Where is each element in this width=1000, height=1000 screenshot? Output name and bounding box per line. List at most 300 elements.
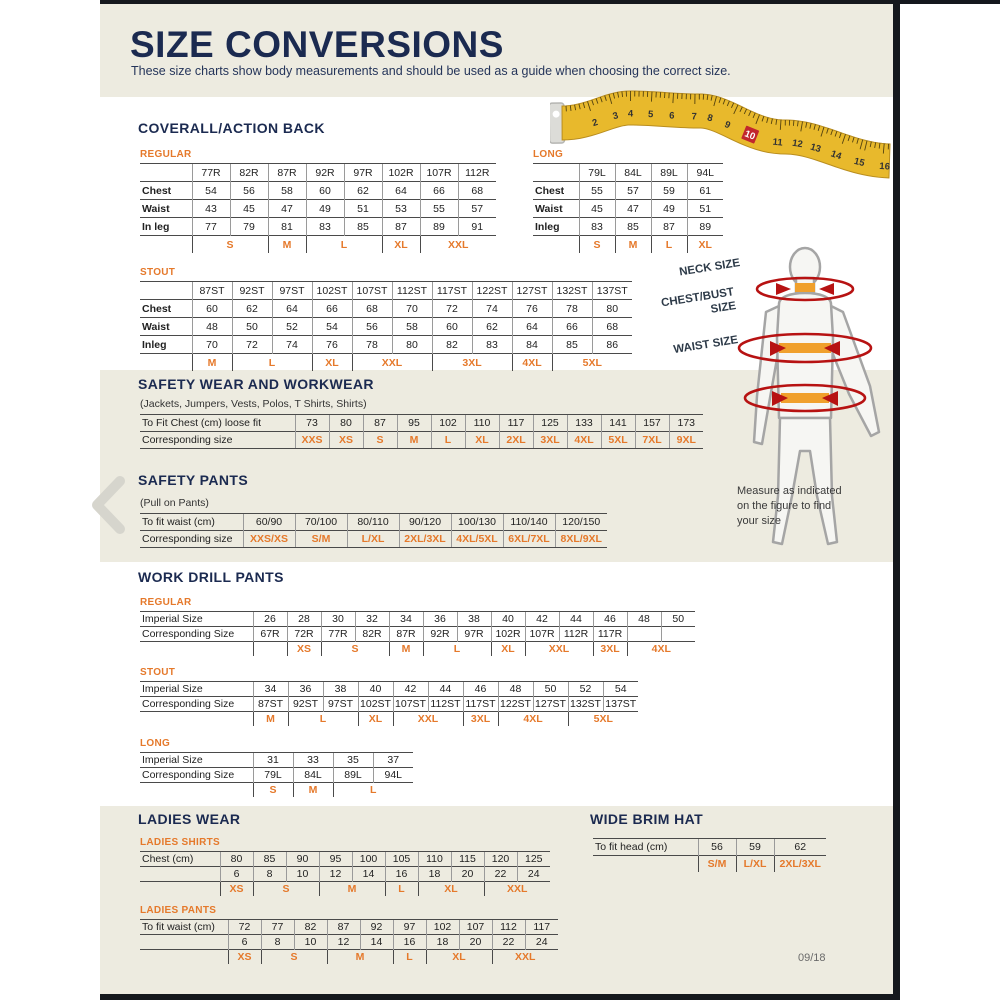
size-table xyxy=(140,281,632,371)
cell: 86 xyxy=(592,336,632,354)
col-header: 122ST xyxy=(472,282,512,300)
size-table xyxy=(140,752,413,797)
row-label xyxy=(140,935,228,950)
chevron-left-icon[interactable] xyxy=(86,474,132,536)
col-header: 97ST xyxy=(272,282,312,300)
cell: 74 xyxy=(272,336,312,354)
cell: 68 xyxy=(592,318,632,336)
coverall-long-block xyxy=(533,149,723,253)
ladies-pants-block xyxy=(140,905,558,964)
neck-band xyxy=(795,283,815,292)
cell: 47 xyxy=(268,200,306,218)
band-ladies xyxy=(100,806,893,994)
cell: 100 xyxy=(352,852,385,867)
cell: 77 xyxy=(192,218,230,236)
size-table xyxy=(140,919,558,964)
size-label: XL xyxy=(491,642,525,657)
hat-block xyxy=(593,838,826,872)
size-label: M xyxy=(192,354,232,372)
cell: 56 xyxy=(352,318,392,336)
cell: 62 xyxy=(774,839,826,856)
hat-table xyxy=(593,838,826,872)
ladies-shirts-label: LADIES SHIRTS xyxy=(140,837,221,848)
cell: 112ST xyxy=(428,697,463,712)
cell: 36 xyxy=(423,612,457,627)
cell: 80 xyxy=(392,336,432,354)
cell: XXS/XS xyxy=(243,531,295,548)
cell: 122ST xyxy=(498,697,533,712)
cell: 84L xyxy=(293,768,333,783)
cell: 50 xyxy=(232,318,272,336)
cell: 137ST xyxy=(603,697,638,712)
page-title: SIZE CONVERSIONS xyxy=(130,24,504,65)
tape-number: 5 xyxy=(647,108,654,121)
row-label: Imperial Size xyxy=(140,753,253,768)
cell: 77R xyxy=(321,627,355,642)
row-label: Imperial Size xyxy=(140,682,253,697)
cell: 76 xyxy=(312,336,352,354)
size-label: M xyxy=(615,236,651,254)
ladies-pants-label: LADIES PANTS xyxy=(140,905,217,916)
size-label: XL xyxy=(312,354,352,372)
header-spacer xyxy=(533,164,579,182)
work-drill-regular-table xyxy=(140,611,695,656)
cell: 85 xyxy=(615,218,651,236)
col-header: 87R xyxy=(268,164,306,182)
size-label: XXL xyxy=(352,354,432,372)
safety-pants-table xyxy=(140,513,607,548)
cell: 52 xyxy=(568,682,603,697)
section-heading-coverall: COVERALL/ACTION BACK xyxy=(138,120,325,136)
cell: 18 xyxy=(426,935,459,950)
row-label: To fit head (cm) xyxy=(593,839,698,856)
neck-arrow-right xyxy=(819,283,834,295)
row-label: Inleg xyxy=(533,218,579,236)
tape-number: 12 xyxy=(791,137,804,151)
cell: 57 xyxy=(458,200,496,218)
coverall-stout-label: STOUT xyxy=(140,267,176,278)
cell: 34 xyxy=(253,682,288,697)
size-label: M xyxy=(319,882,385,897)
cell: 51 xyxy=(344,200,382,218)
size-row-spacer xyxy=(140,642,253,657)
cell: 49 xyxy=(651,200,687,218)
cell: 107R xyxy=(525,627,559,642)
cell: 82R xyxy=(355,627,389,642)
tape-number: 3 xyxy=(611,110,620,123)
figure-caption: Measure as indicated on the figure to find your size xyxy=(737,485,842,528)
cell: 82 xyxy=(294,920,327,935)
row-label: Corresponding size xyxy=(140,531,243,548)
cell: 64 xyxy=(382,182,420,200)
cell: 80 xyxy=(329,415,363,432)
size-label: XXL xyxy=(492,950,558,965)
cell: 24 xyxy=(525,935,558,950)
cell: 46 xyxy=(463,682,498,697)
cell: L/XL xyxy=(347,531,399,548)
cell: 70 xyxy=(392,300,432,318)
cell: 87ST xyxy=(253,697,288,712)
row-label: Waist xyxy=(533,200,579,218)
cell: 57 xyxy=(615,182,651,200)
cell: 80/110 xyxy=(347,514,399,531)
cell: 117R xyxy=(593,627,627,642)
cell: 24 xyxy=(517,867,550,882)
size-label: L xyxy=(232,354,312,372)
cell: 40 xyxy=(491,612,525,627)
cell: 107ST xyxy=(393,697,428,712)
page-subtitle: These size charts show body measurements and should be used as a guide when choosing the correct size. xyxy=(131,64,731,78)
cell: 3XL xyxy=(533,432,567,449)
cell: 8XL/9XL xyxy=(555,531,607,548)
size-label: 4XL xyxy=(512,354,552,372)
cell: 12 xyxy=(327,935,360,950)
page-edge-top xyxy=(100,0,1000,4)
cell: 14 xyxy=(360,935,393,950)
size-label: L/XL xyxy=(736,856,774,873)
col-header: 97R xyxy=(344,164,382,182)
size-label: 4XL xyxy=(498,712,568,727)
size-label: XL xyxy=(418,882,484,897)
row-label: Corresponding Size xyxy=(140,768,253,783)
row-label: Chest xyxy=(140,300,192,318)
col-header: 79L xyxy=(579,164,615,182)
cell: 36 xyxy=(288,682,323,697)
cell: 117ST xyxy=(463,697,498,712)
cell: 173 xyxy=(669,415,703,432)
cell: 72 xyxy=(228,920,261,935)
cell: 4XL/5XL xyxy=(451,531,503,548)
safety-wear-block xyxy=(140,398,703,449)
cell: 105 xyxy=(385,852,418,867)
size-label: XXL xyxy=(393,712,463,727)
chest-band xyxy=(779,343,831,353)
cell: 16 xyxy=(385,867,418,882)
cell: S/M xyxy=(295,531,347,548)
section-heading-work-drill: WORK DRILL PANTS xyxy=(138,569,284,585)
cell: 83 xyxy=(472,336,512,354)
work-drill-stout-block xyxy=(140,667,638,726)
size-row-spacer xyxy=(140,783,253,798)
row-label: Chest (cm) xyxy=(140,852,220,867)
cell: 90 xyxy=(286,852,319,867)
cell: 72 xyxy=(232,336,272,354)
cell: 44 xyxy=(428,682,463,697)
cell: 80 xyxy=(220,852,253,867)
cell: 28 xyxy=(287,612,321,627)
cell: 54 xyxy=(312,318,352,336)
cell: 52 xyxy=(272,318,312,336)
col-header: 112R xyxy=(458,164,496,182)
cell: 68 xyxy=(352,300,392,318)
col-header: 117ST xyxy=(432,282,472,300)
size-label: S xyxy=(321,642,389,657)
work-drill-stout-label: STOUT xyxy=(140,667,176,678)
work-drill-regular-label: REGULAR xyxy=(140,597,192,608)
cell: 77 xyxy=(261,920,294,935)
cell: XXS xyxy=(295,432,329,449)
size-label: L xyxy=(393,950,426,965)
cell: 68 xyxy=(458,182,496,200)
col-header: 92ST xyxy=(232,282,272,300)
cell: 94L xyxy=(373,768,413,783)
cell: 95 xyxy=(397,415,431,432)
cell xyxy=(661,627,695,642)
tape-number: 10 xyxy=(742,128,757,143)
cell: 120 xyxy=(484,852,517,867)
cell: 20 xyxy=(459,935,492,950)
size-label: 3XL xyxy=(463,712,498,727)
tape-number: 7 xyxy=(691,111,697,123)
figure-right-arm xyxy=(828,306,879,436)
tape-number: 6 xyxy=(668,110,675,122)
cell: 60/90 xyxy=(243,514,295,531)
cell: 87 xyxy=(382,218,420,236)
page-edge-bottom xyxy=(100,994,900,1000)
cell: 107 xyxy=(459,920,492,935)
cell: 92ST xyxy=(288,697,323,712)
coverall-long-label: LONG xyxy=(533,149,564,160)
cell: 97ST xyxy=(323,697,358,712)
cell: 5XL xyxy=(601,432,635,449)
row-label: Corresponding size xyxy=(140,432,295,449)
cell: 70/100 xyxy=(295,514,347,531)
col-header: 107R xyxy=(420,164,458,182)
size-row-spacer xyxy=(140,236,192,254)
cell: 64 xyxy=(272,300,312,318)
cell: 59 xyxy=(736,839,774,856)
work-drill-regular-block xyxy=(140,597,695,656)
cell: 85 xyxy=(552,336,592,354)
cell: 38 xyxy=(323,682,358,697)
size-label: L xyxy=(423,642,491,657)
cell: 48 xyxy=(192,318,232,336)
header-spacer xyxy=(140,164,192,182)
col-header: 77R xyxy=(192,164,230,182)
cell: 74 xyxy=(472,300,512,318)
cell: 97 xyxy=(393,920,426,935)
cell: 10 xyxy=(294,935,327,950)
coverall-long-table xyxy=(533,163,723,253)
tape-number: 14 xyxy=(829,148,843,163)
cell: 59 xyxy=(651,182,687,200)
cell: 125 xyxy=(533,415,567,432)
cell: 133 xyxy=(567,415,601,432)
cell: 83 xyxy=(306,218,344,236)
cell: 102 xyxy=(426,920,459,935)
coverall-regular-label: REGULAR xyxy=(140,149,192,160)
col-header: 92R xyxy=(306,164,344,182)
col-header: 137ST xyxy=(592,282,632,300)
row-label: Inleg xyxy=(140,336,192,354)
size-row-spacer xyxy=(140,882,220,897)
cell: 40 xyxy=(358,682,393,697)
cell: 54 xyxy=(192,182,230,200)
ladies-shirts-table xyxy=(140,851,550,896)
cell: 45 xyxy=(579,200,615,218)
cell: 2XL/3XL xyxy=(399,531,451,548)
ladies-shirts-block xyxy=(140,837,550,896)
cell: 18 xyxy=(418,867,451,882)
cell: 80 xyxy=(592,300,632,318)
cell: 6 xyxy=(220,867,253,882)
cell: 67R xyxy=(253,627,287,642)
section-heading-hat: WIDE BRIM HAT xyxy=(590,811,704,827)
col-header: 84L xyxy=(615,164,651,182)
cell: 92 xyxy=(360,920,393,935)
cell: 51 xyxy=(687,200,723,218)
cell: 87 xyxy=(651,218,687,236)
cell: XL xyxy=(465,432,499,449)
cell: 43 xyxy=(192,200,230,218)
cell: 66 xyxy=(312,300,352,318)
cell: 37 xyxy=(373,753,413,768)
cell: 79 xyxy=(230,218,268,236)
section-heading-safety-pants: SAFETY PANTS xyxy=(138,472,249,488)
size-label: M xyxy=(253,712,288,727)
cell: 87R xyxy=(389,627,423,642)
cell: 62 xyxy=(232,300,272,318)
cell: L xyxy=(431,432,465,449)
size-row-spacer xyxy=(140,950,228,965)
size-label: 4XL xyxy=(627,642,695,657)
cell: 30 xyxy=(321,612,355,627)
size-label: S xyxy=(253,783,293,798)
cell: 50 xyxy=(533,682,568,697)
cell xyxy=(627,627,661,642)
tape-number: 2 xyxy=(590,117,600,130)
cell: 115 xyxy=(451,852,484,867)
cell: 110 xyxy=(418,852,451,867)
cell: 42 xyxy=(393,682,428,697)
cell: 60 xyxy=(306,182,344,200)
size-label: S xyxy=(261,950,327,965)
coverall-stout-table xyxy=(140,281,632,371)
tape-number: 13 xyxy=(808,141,823,156)
cell: 102 xyxy=(431,415,465,432)
cell: 38 xyxy=(457,612,491,627)
size-label: L xyxy=(651,236,687,254)
cell: 7XL xyxy=(635,432,669,449)
size-label: 2XL/3XL xyxy=(774,856,826,873)
col-header: 89L xyxy=(651,164,687,182)
cell: 66 xyxy=(420,182,458,200)
cell: 54 xyxy=(603,682,638,697)
size-row-spacer xyxy=(593,856,698,873)
col-header: 82R xyxy=(230,164,268,182)
size-table xyxy=(140,414,703,449)
cell: 33 xyxy=(293,753,333,768)
cell: 58 xyxy=(392,318,432,336)
size-table xyxy=(140,681,638,726)
cell: 112 xyxy=(492,920,525,935)
cell: 55 xyxy=(579,182,615,200)
col-header: 94L xyxy=(687,164,723,182)
cell: 102R xyxy=(491,627,525,642)
cell: 22 xyxy=(484,867,517,882)
cell: 87 xyxy=(363,415,397,432)
cell: 45 xyxy=(230,200,268,218)
col-header: 102R xyxy=(382,164,420,182)
cell: 56 xyxy=(230,182,268,200)
tape-number: 8 xyxy=(705,112,714,125)
cell: 102ST xyxy=(358,697,393,712)
cell: 141 xyxy=(601,415,635,432)
cell: 78 xyxy=(352,336,392,354)
size-label: 3XL xyxy=(593,642,627,657)
cell: M xyxy=(397,432,431,449)
size-label: S/M xyxy=(698,856,736,873)
cell: 42 xyxy=(525,612,559,627)
size-label: XXL xyxy=(525,642,593,657)
cell: 22 xyxy=(492,935,525,950)
neck-size-label: NECK SIZE xyxy=(678,257,741,279)
cell: 10 xyxy=(286,867,319,882)
cell: 89 xyxy=(420,218,458,236)
cell: 110/140 xyxy=(503,514,555,531)
cell: 49 xyxy=(306,200,344,218)
tape-number: 11 xyxy=(772,136,784,149)
size-label: 5XL xyxy=(568,712,638,727)
size-table xyxy=(140,513,607,548)
cell: 8 xyxy=(253,867,286,882)
size-label: XL xyxy=(382,236,420,254)
cell: 117 xyxy=(499,415,533,432)
ladies-pants-table xyxy=(140,919,558,964)
cell: 31 xyxy=(253,753,293,768)
cell: 64 xyxy=(512,318,552,336)
row-label: Imperial Size xyxy=(140,612,253,627)
size-label: 3XL xyxy=(432,354,512,372)
work-drill-long-table xyxy=(140,752,413,797)
size-table xyxy=(593,838,826,872)
waist-band xyxy=(781,393,829,403)
size-row-spacer xyxy=(140,354,192,372)
cell: 6 xyxy=(228,935,261,950)
cell: 78 xyxy=(552,300,592,318)
size-label: M xyxy=(268,236,306,254)
row-label: Chest xyxy=(533,182,579,200)
cell: 44 xyxy=(559,612,593,627)
size-table xyxy=(140,851,550,896)
cell: 112R xyxy=(559,627,593,642)
cell: 48 xyxy=(498,682,533,697)
row-label: In leg xyxy=(140,218,192,236)
row-label: Chest xyxy=(140,182,192,200)
size-label: M xyxy=(389,642,423,657)
size-label: M xyxy=(293,783,333,798)
tape-number: 16 xyxy=(878,160,891,173)
cell: 95 xyxy=(319,852,352,867)
size-label: XS xyxy=(220,882,253,897)
cell: 9XL xyxy=(669,432,703,449)
size-label: S xyxy=(579,236,615,254)
cell: 46 xyxy=(593,612,627,627)
safety-pants-block xyxy=(140,497,607,548)
safety-wear-table xyxy=(140,414,703,449)
cell: 20 xyxy=(451,867,484,882)
waist-size-label: WAIST SIZE xyxy=(672,334,739,357)
cell: 132ST xyxy=(568,697,603,712)
cell: 8 xyxy=(261,935,294,950)
cell: 2XL xyxy=(499,432,533,449)
size-label: XL xyxy=(358,712,393,727)
cell: 81 xyxy=(268,218,306,236)
work-drill-long-block xyxy=(140,738,413,797)
cell: 70 xyxy=(192,336,232,354)
cell: 127ST xyxy=(533,697,568,712)
col-header: 107ST xyxy=(352,282,392,300)
